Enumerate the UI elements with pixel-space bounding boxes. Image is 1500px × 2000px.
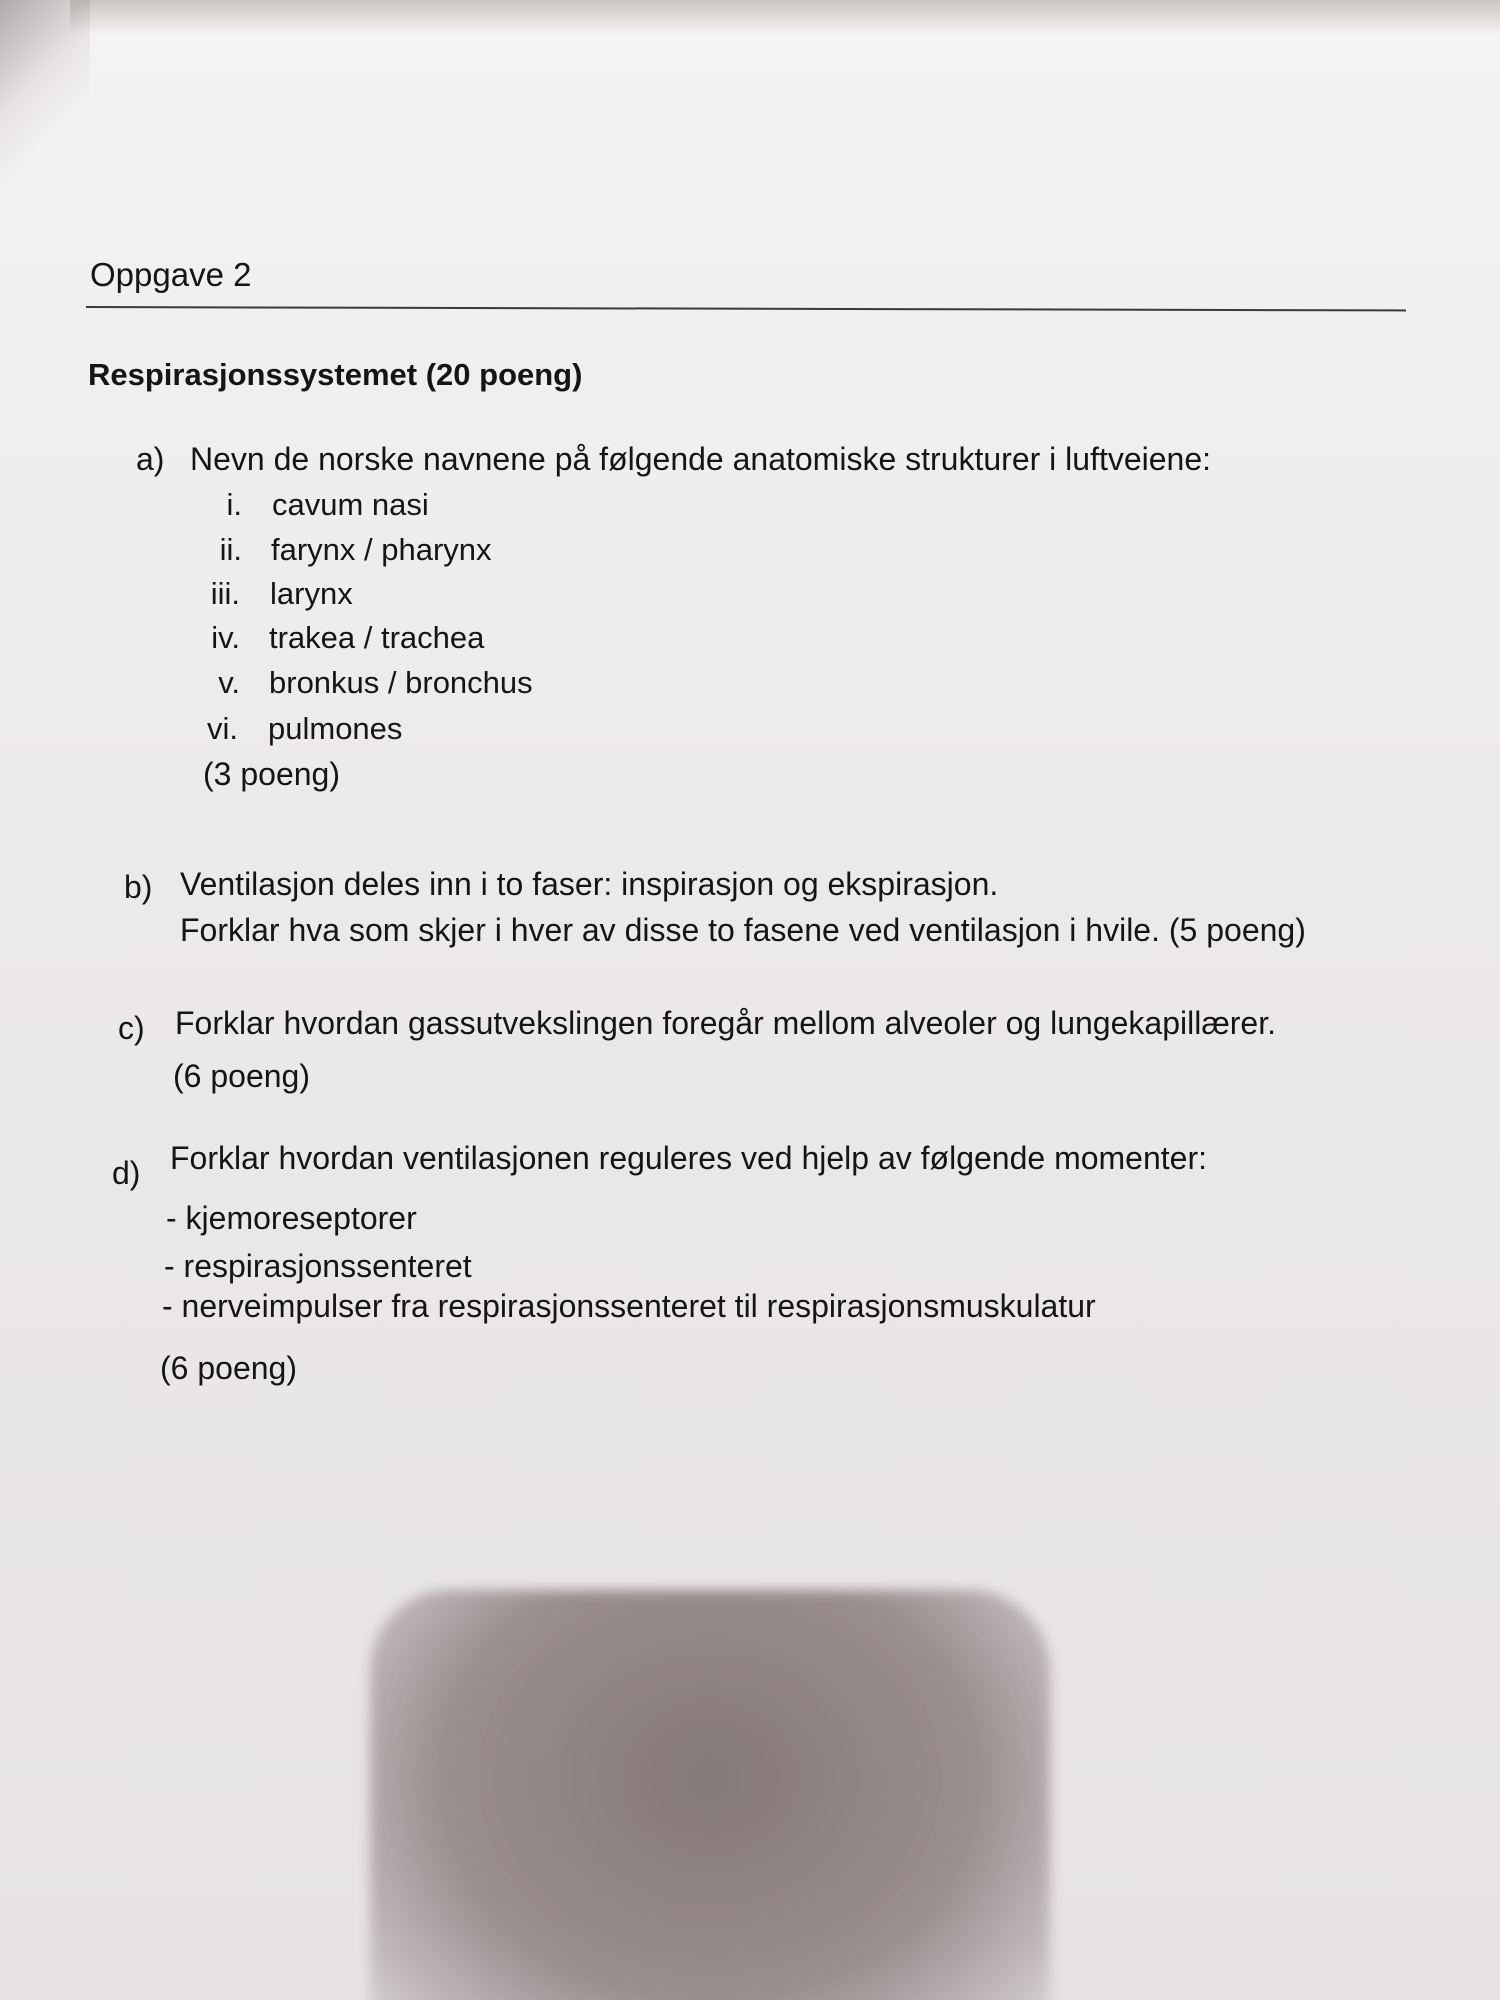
question-d-item-2: - respirasjonssenteret <box>164 1248 472 1284</box>
question-b-marker: b) <box>124 869 153 905</box>
question-a-points: (3 poeng) <box>203 756 340 792</box>
question-c-line-1: Forklar hvordan gassutvekslingen foregår mellom alveoler og lungekapillærer. <box>175 1005 1276 1041</box>
section-title: Respirasjonssystemet (20 poeng) <box>88 357 583 392</box>
question-a-item-2-numeral: ii. <box>219 532 242 567</box>
question-a-item-4: trakea / trachea <box>269 620 485 655</box>
question-a-item-6-numeral: vi. <box>207 711 238 746</box>
question-a-item-5: bronkus / bronchus <box>269 665 533 700</box>
question-d-item-3: - nerveimpulser fra respirasjonssenteret til respirasjonsmuskulatur <box>162 1288 1096 1324</box>
question-a-item-6: pulmones <box>268 711 403 746</box>
corner-shadow <box>0 0 90 180</box>
question-b-line-1: Ventilasjon deles inn i to faser: inspirasjon og ekspirasjon. <box>180 866 999 902</box>
header-divider <box>86 306 1406 311</box>
top-edge-shadow <box>70 0 1500 34</box>
question-a-item-3: larynx <box>270 576 353 611</box>
question-a-item-5-numeral: v. <box>218 665 240 700</box>
question-d-text: Forklar hvordan ventilasjonen reguleres ved hjelp av følgende momenter: <box>170 1140 1207 1176</box>
question-a-item-3-numeral: iii. <box>210 576 240 611</box>
question-a-item-1-numeral: i. <box>226 487 242 522</box>
question-a-item-1: cavum nasi <box>272 487 429 522</box>
question-d-marker: d) <box>112 1155 141 1191</box>
task-header: Oppgave 2 <box>90 256 252 293</box>
phone-shadow <box>370 1590 1050 2000</box>
question-d-item-1: - kjemoreseptorer <box>166 1200 417 1236</box>
question-c-marker: c) <box>118 1010 145 1046</box>
question-d-points: (6 poeng) <box>160 1350 297 1386</box>
question-a-text: Nevn de norske navnene på følgende anatomiske strukturer i luftveiene: <box>190 441 1212 477</box>
question-a-marker: a) <box>136 441 165 477</box>
question-a-item-4-numeral: iv. <box>211 620 240 655</box>
question-b-line-2: Forklar hva som skjer i hver av disse to fasene ved ventilasjon i hvile. (5 poeng) <box>180 912 1306 948</box>
question-c-points: (6 poeng) <box>173 1058 310 1094</box>
question-a-item-2: farynx / pharynx <box>271 532 492 567</box>
